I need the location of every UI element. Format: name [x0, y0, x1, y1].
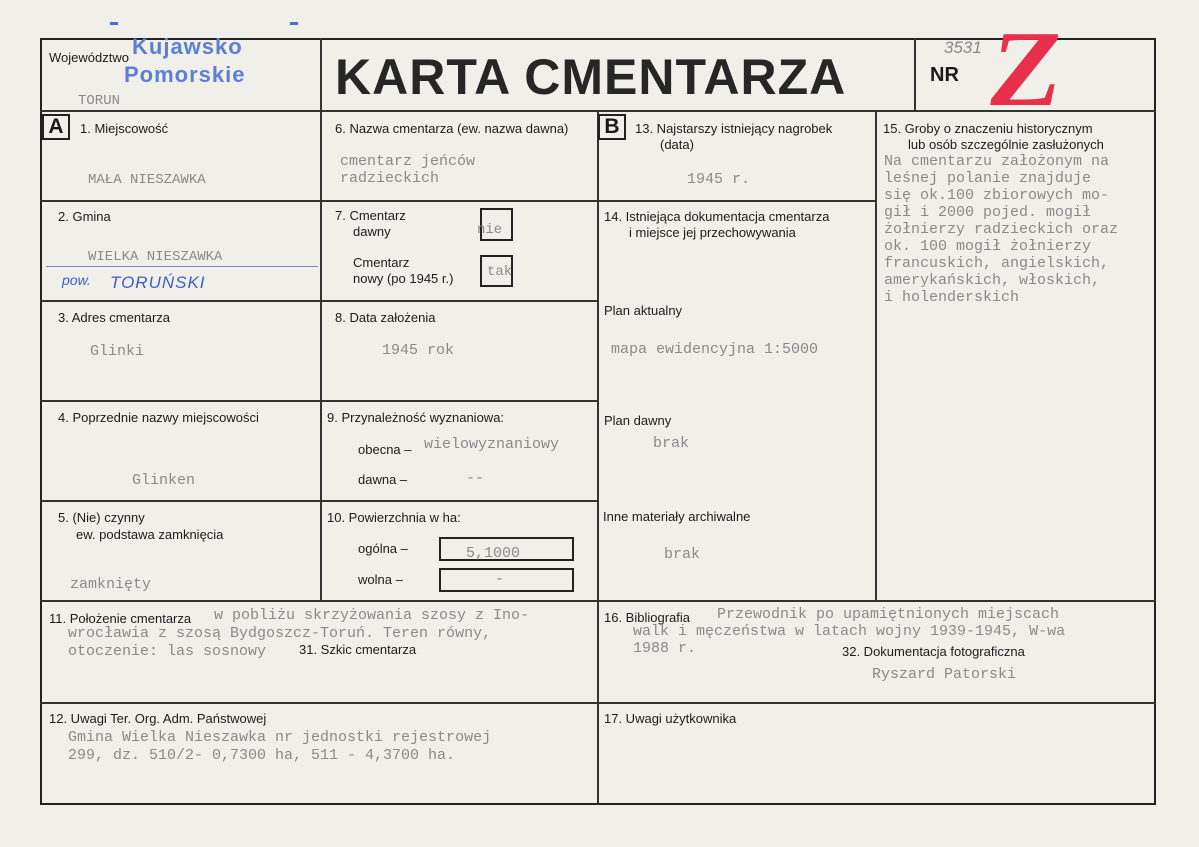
field-13-label-line2: (data) — [660, 137, 694, 152]
field-6-value-line2: radzieckich — [340, 170, 440, 187]
field-32-label: 32. Dokumentacja fotograficzna — [842, 644, 1025, 659]
grid-line — [597, 110, 599, 805]
field-6-label: 6. Nazwa cmentarza (ew. nazwa dawna) — [335, 121, 569, 136]
field-2-value: WIELKA NIESZAWKA — [88, 249, 223, 265]
field-12-line1: Gmina Wielka Nieszawka nr jednostki rejestrowej — [68, 729, 492, 746]
grid-line — [875, 110, 877, 601]
plan-dawny-label: Plan dawny — [604, 413, 672, 428]
field-5-label: 5. (Nie) czynny — [58, 510, 145, 525]
field-15-line: się ok.100 zbiorowych mo- — [884, 187, 1110, 204]
field-3-label: 3. Adres cmentarza — [58, 310, 170, 325]
city-value: TORUN — [78, 93, 121, 109]
field-15-line: amerykańskich, włoskich, — [884, 272, 1101, 289]
field-14-label: 14. Istniejąca dokumentacja cmentarza — [604, 209, 830, 224]
field-11-line2: wrocławia z szosą Bydgoszcz-Toruń. Teren równy, — [68, 625, 492, 642]
field-5-label-line2: ew. podstawa zamknięcia — [76, 527, 224, 542]
grid-line — [40, 600, 1156, 602]
nowy-value: tak — [487, 264, 513, 280]
field-5-value: zamknięty — [70, 576, 152, 593]
powiat-value: TORUŃSKI — [110, 273, 206, 292]
nr-mark: Z — [981, 10, 1071, 129]
field-14-label-line2: i miejsce jej przechowywania — [629, 225, 796, 240]
voivodeship-stamp-line2: Pomorskie — [124, 62, 246, 87]
field-12-label: 12. Uwagi Ter. Org. Adm. Państwowej — [49, 711, 267, 726]
field-7-label-dawny: dawny — [353, 224, 391, 239]
field-6-value-line1: cmentarz jeńców — [340, 153, 476, 170]
field-11-line1: w pobliżu skrzyżowania szosy z Ino- — [214, 607, 530, 624]
grid-line — [914, 38, 916, 110]
inne-materialy-value: brak — [664, 546, 701, 563]
top-dash-mark — [290, 22, 298, 25]
plan-dawny-value: brak — [653, 435, 690, 452]
inne-materialy-label: Inne materiały archiwalne — [603, 509, 751, 524]
dawny-value: nie — [477, 222, 503, 238]
field-15-line: i holenderskich — [884, 289, 1020, 306]
field-7-label-cmentarz: Cmentarz — [353, 255, 410, 270]
grid-line — [40, 702, 1156, 704]
grid-line — [40, 400, 597, 402]
field-7-label: 7. Cmentarz — [335, 208, 406, 223]
wolna-value: - — [495, 571, 505, 588]
field-9-label: 9. Przynależność wyznaniowa: — [327, 410, 505, 425]
field-32-value: Ryszard Patorski — [872, 666, 1017, 683]
field-17-label: 17. Uwagi użytkownika — [604, 711, 737, 726]
field-15-line: leśnej polanie znajduje — [884, 170, 1092, 187]
voivodeship-stamp-line1: Kujawsko — [132, 34, 243, 59]
wojewodztwo-label: Województwo — [49, 50, 129, 65]
ogolna-label: ogólna – — [358, 541, 408, 556]
nr-label: NR — [930, 64, 959, 86]
wolna-box — [439, 568, 574, 592]
field-15-label: 15. Groby o znaczeniu historycznym — [883, 121, 1093, 136]
field-16-line3: 1988 r. — [633, 640, 697, 657]
grid-line — [320, 38, 322, 601]
top-dash-mark — [110, 22, 118, 25]
field-15-line: gił i 2000 pojed. mogił — [884, 204, 1092, 221]
powiat-label: pow. — [62, 272, 91, 288]
field-16-label: 16. Bibliografia — [604, 610, 690, 625]
section-a-marker: A — [42, 114, 70, 140]
field-4-value: Glinken — [132, 472, 196, 489]
gmina-underline — [46, 266, 318, 267]
field-8-value: 1945 rok — [382, 342, 455, 359]
field-4-label: 4. Poprzednie nazwy miejscowości — [58, 410, 259, 425]
field-10-label: 10. Powierzchnia w ha: — [327, 510, 461, 525]
grid-line — [40, 300, 597, 302]
wolna-label: wolna – — [358, 572, 403, 587]
field-13-value: 1945 r. — [687, 171, 751, 188]
grid-line — [40, 500, 597, 502]
field-16-line2: walk i męczeństwa w latach wojny 1939-1945, W-wa — [633, 623, 1066, 640]
field-15-line: Na cmentarzu założonym na — [884, 153, 1110, 170]
field-15-text — [884, 153, 1118, 306]
field-1-label: 1. Miejscowość — [80, 121, 169, 136]
dawna-value: -- — [466, 470, 485, 487]
field-7-label-nowy: nowy (po 1945 r.) — [353, 271, 454, 286]
field-1-value: MAŁA NIESZAWKA — [88, 172, 206, 188]
plan-aktualny-label: Plan aktualny — [604, 303, 683, 318]
plan-aktualny-value: mapa ewidencyjna 1:5000 — [611, 341, 819, 358]
field-2-label: 2. Gmina — [58, 209, 111, 224]
nr-handwritten: 3531 — [944, 38, 982, 57]
ogolna-value: 5,1000 — [466, 545, 521, 562]
grid-line — [40, 200, 877, 202]
field-11-label: 11. Położenie cmentarza — [49, 611, 192, 626]
page-title: KARTA CMENTARZA — [335, 49, 847, 105]
field-13-label: 13. Najstarszy istniejący nagrobek — [635, 121, 833, 136]
field-16-line1: Przewodnik po upamiętnionych miejscach — [717, 606, 1060, 623]
dawna-label: dawna – — [358, 472, 408, 487]
field-15-line: ok. 100 mogił żołnierzy — [884, 238, 1092, 255]
field-8-label: 8. Data założenia — [335, 310, 436, 325]
field-15-label-line2: lub osób szczególnie zasłużonych — [908, 137, 1104, 152]
field-31-label: 31. Szkic cmentarza — [299, 642, 417, 657]
field-11-line3: otoczenie: las sosnowy — [68, 643, 267, 660]
field-15-line: żołnierzy radzieckich oraz — [884, 221, 1119, 238]
obecna-label: obecna – — [358, 442, 412, 457]
obecna-value: wielowyznaniowy — [424, 436, 560, 453]
field-15-line: francuskich, angielskich, — [884, 255, 1110, 272]
field-3-value: Glinki — [90, 343, 145, 360]
field-12-line2: 299, dz. 510/2- 0,7300 ha, 511 - 4,3700 ha. — [68, 747, 456, 764]
section-b-marker: B — [598, 114, 626, 140]
